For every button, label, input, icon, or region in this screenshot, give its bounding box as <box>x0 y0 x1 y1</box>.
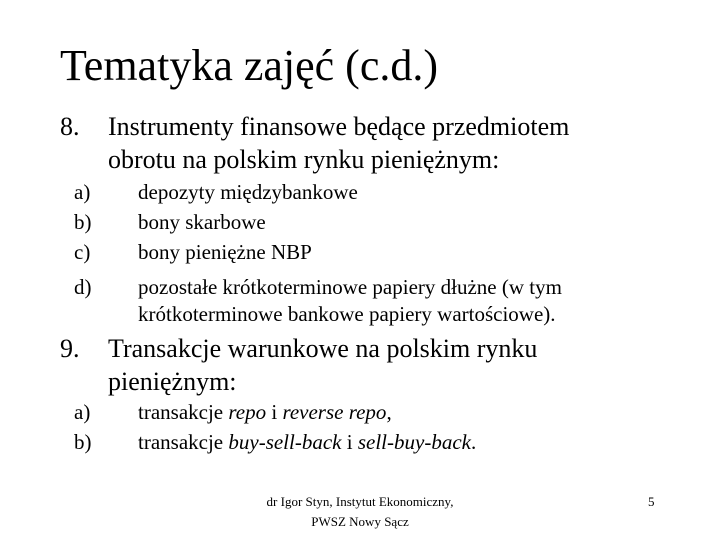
item-text-line: obrotu na polskim rynku pieniężnym: <box>108 145 500 174</box>
sub-item-letter: b) <box>74 210 92 234</box>
footer-institution: PWSZ Nowy Sącz <box>311 514 409 529</box>
sub-item-prefix: transakcje <box>138 430 229 454</box>
punctuation: , <box>386 400 392 424</box>
item-text-line: Instrumenty finansowe będące przedmiotem <box>108 112 570 141</box>
slide-title: Tematyka zajęć (c.d.) <box>60 41 439 90</box>
sub-item-letter: c) <box>74 240 91 264</box>
sub-item-text: bony skarbowe <box>138 210 266 234</box>
footer-author: dr Igor Styn, Instytut Ekonomiczny, <box>266 494 454 509</box>
sub-item-text: depozyty międzybankowe <box>138 180 358 204</box>
term: repo <box>228 400 267 424</box>
sub-item-text <box>138 399 392 425</box>
item-text-line: Transakcje warunkowe na polskim rynku <box>108 334 538 363</box>
sub-item-letter: b) <box>74 430 92 454</box>
sub-item-letter: d) <box>74 275 92 299</box>
conjunction: i <box>266 400 283 424</box>
sub-item-text <box>138 429 476 455</box>
item-number: 8. <box>60 112 80 141</box>
sub-item-text: bony pieniężne NBP <box>138 240 312 264</box>
sub-item-prefix: transakcje <box>138 400 229 424</box>
sub-item-letter: a) <box>74 180 91 204</box>
punctuation: . <box>470 430 477 454</box>
term: buy-sell-back <box>228 430 342 454</box>
item-text-line: pieniężnym: <box>108 367 237 396</box>
sub-item-letter: a) <box>74 400 91 424</box>
sub-item-text: pozostałe krótkoterminowe papiery dłużne (w tym <box>138 275 562 299</box>
footer <box>230 492 490 532</box>
conjunction: i <box>341 430 358 454</box>
term: reverse repo <box>282 400 387 424</box>
sub-item-text: krótkoterminowe bankowe papiery wartościowe). <box>138 302 556 326</box>
term: sell-buy-back <box>357 430 471 454</box>
page-number: 5 <box>648 494 655 509</box>
item-number: 9. <box>60 334 80 363</box>
